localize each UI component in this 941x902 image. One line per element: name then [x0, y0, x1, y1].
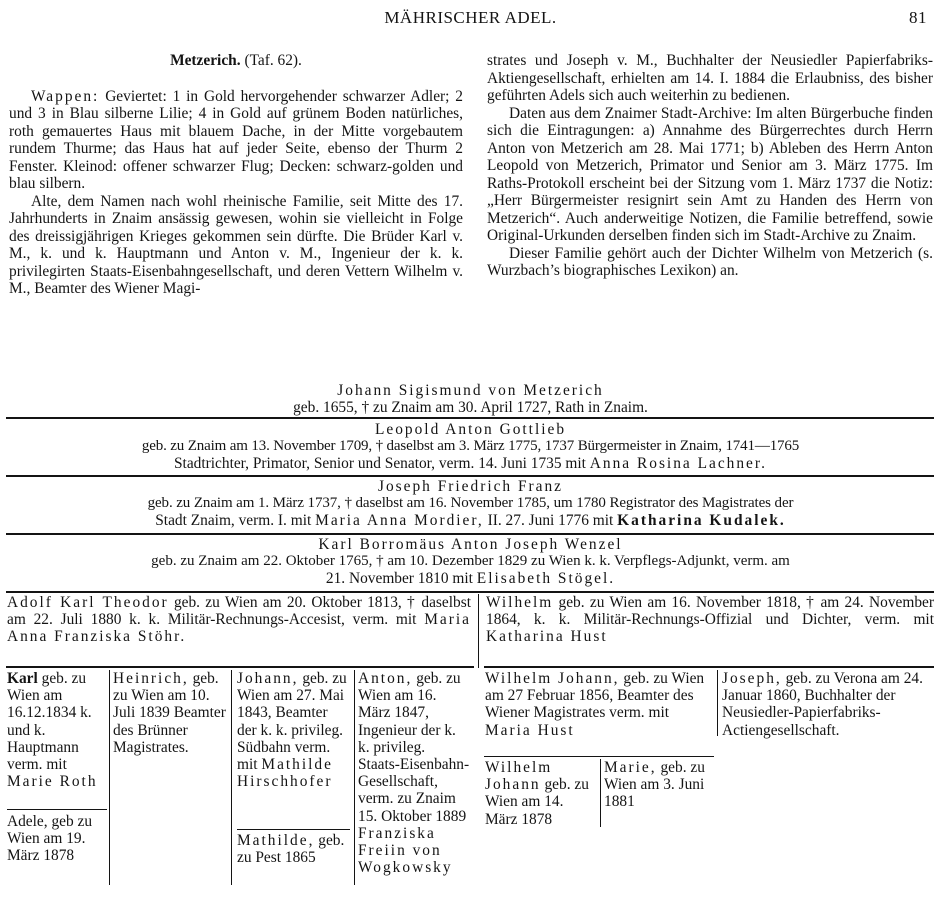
karl-spouse: Marie Roth	[7, 773, 98, 791]
gen1-block	[0, 382, 941, 416]
gen7-marie: Marie, geb. zu Wien am 3. Juni 1881	[604, 759, 705, 811]
karl-rule	[7, 809, 107, 810]
wilhelm-johann-jr-name: Wilhelm Johann	[485, 759, 553, 794]
gen3-rule	[6, 533, 934, 535]
joseph-name: Joseph,	[722, 670, 782, 687]
gen1-rule	[6, 417, 934, 419]
karl-name: Karl	[7, 670, 38, 687]
archive-paragraph: Daten aus dem Znaimer Stadt-Archive: Im alten Bürgerbuche finden sich die Eintragungen: a) Annahme des Bürgerrechtes durch Herrn Anton von Metzerich am 28. Mai 1771; b) Ableben des Herrn Anton Leopold von Metzerich, Primator und Senior am 3. März 1775. Im Raths-Protokoll erscheint bei der Sitzung vom 1. März 1737 die Notiz: „Herr Bürgermeister resignirt sein Amt zu Handen des Herrn von Metzerich“. Auch anderweitige Notizen, die Familie betreffend, sowie Original-Urkunden derselben finden sich im Stadt-Archive zu Znaim.	[487, 104, 933, 244]
page-number: 81	[909, 8, 927, 27]
gen4-line1: geb. zu Znaim am 22. Oktober 1765, † am 10. Dezember 1829 zu Wien k. k. Verpflegs-Adjunkt, verm. am	[151, 553, 790, 569]
gen4-spouse: Elisabeth Stögel.	[476, 570, 616, 587]
gen2-spouse: Anna Rosina Lachner.	[589, 455, 767, 472]
div-johann-anton	[354, 670, 355, 885]
gen5-adolf: Adolf Karl Theodor geb. zu Wien am 20. Oktober 1813, † daselbst am 22. Juli 1880 k. k. Militär-Rechnungs-Accesist, verm. mit Maria Anna Franziska Stöhr.	[7, 594, 471, 646]
poet-paragraph: Dieser Familie gehört auch der Dichter Wilhelm von Metzerich (s. Wurzbach’s biographisches Lexikon) an.	[487, 244, 933, 279]
johann-spouse: Mathilde Hirschhofer	[237, 756, 333, 791]
gen3-spouse2: Katharina Kudalek.	[617, 512, 786, 529]
gen3-line2: Stadt Znaim, verm. I. mit Maria Anna Mordier, II. 27. Juni 1776 mit Katharina Kudalek.	[155, 512, 786, 529]
mathilde-name: Mathilde,	[237, 832, 315, 849]
div-heinrich-johann	[231, 670, 232, 885]
gen2-line1: geb. zu Znaim am 13. November 1709, † daselbst am 3. März 1775, 1737 Bürgermeister in Znaim, 1741—1765	[141, 438, 800, 454]
gen5-wilhelm: Wilhelm geb. zu Wien am 16. November 1818, † am 24. November 1864, k. k. Militär-Rechnungs-Offizial und Dichter, verm. mit Katharina Hust	[486, 594, 934, 646]
gen3-block	[0, 478, 941, 529]
gen1-name: Johann Sigismund von Metzerich	[337, 382, 604, 399]
anton-name: Anton,	[358, 670, 413, 687]
gen7-mathilde: Mathilde, geb. zu Pest 1865	[237, 832, 345, 867]
adolf-spouse: Maria Anna Franziska Stöhr.	[7, 611, 471, 646]
johann-rule	[237, 829, 350, 830]
gen2-name: Leopold Anton Gottlieb	[374, 421, 567, 438]
gen3-name: Joseph Friedrich Franz	[377, 478, 564, 495]
gen6-heinrich: Heinrich, geb. zu Wien am 10. Juli 1839 Beamter des Brünner Magistrates.	[113, 670, 226, 756]
continuation-paragraph: strates und Joseph v. M., Buchhalter der Neusiedler Papierfabriks-Aktiengesellschaft, erhielten am 14. I. 1884 die Erlaubniss, des bisher geführten Adels sich auch weiterhin zu bedienen.	[487, 52, 933, 104]
gen6-joseph: Joseph, geb. zu Verona am 24. Januar 1860, Buchhalter der Neusiedler-Papierfabriks-Actiengesellschaft.	[722, 670, 923, 739]
gen7-wilhelm-johann: Wilhelm Johann geb. zu Wien am 14. März 1878	[485, 759, 589, 828]
div-karl-heinrich	[109, 670, 110, 885]
right-column	[487, 52, 933, 280]
gen2-line2: Stadtrichter, Primator, Senior und Senator, verm. 14. Juni 1735 mit Anna Rosina Lachner.	[174, 455, 767, 472]
gen6-johann: Johann, geb. zu Wien am 27. Mai 1843, Beamter der k. k. privileg. Südbahn verm. mit Mathilde Hirschhofer	[237, 670, 347, 791]
gen7-adele: Adele, geb zu Wien am 19. März 1878	[7, 813, 93, 865]
gen2-block	[0, 421, 941, 472]
gen5-divider	[478, 594, 479, 668]
entry-ref: (Taf. 62).	[244, 52, 302, 69]
gen4-line2: 21. November 1810 mit Elisabeth Stögel.	[325, 570, 616, 587]
wappen-text: Geviertet: 1 in Gold hervorgehender schwarzer Adler; 2 und 3 in Blau silberne Lilie; 4 in Gold auf grünem Boden natürliches, roth gemauertes Haus mit blauem Dache, in der Mitte vorgebautem rundem Thurme; das Haus hat auf jeder Seite, ebenso der Thurm 2 Fenster. Kleinod: offener schwarzer Flug; Decken: schwarz-golden und blau silbern.	[9, 87, 463, 192]
gen6-karl: Karl geb. zu Wien am 16.12.1834 k. und k. Hauptmann verm. mit Marie Roth	[7, 670, 98, 791]
adele-name: Adele,	[7, 813, 48, 830]
gen2-rule	[6, 475, 934, 477]
entry-heading	[9, 52, 463, 70]
wilhelm-name: Wilhelm	[486, 594, 554, 611]
wilhelm-spouse: Katharina Hust	[486, 628, 608, 646]
wilhelm-johann-rule	[484, 756, 714, 757]
wilhelm-johann-name: Wilhelm Johann,	[485, 670, 620, 687]
wilhelm-johann-spouse: Maria Hust	[485, 721, 575, 739]
div-wjjr-marie	[600, 759, 601, 827]
marie-name: Marie,	[604, 759, 657, 776]
gen1-text: geb. 1655, † zu Znaim am 30. April 1727, Rath in Znaim.	[293, 399, 648, 416]
gen6-anton: Anton, geb. zu Wien am 16. März 1847, Ingenieur der k. k. privileg. Staats-Eisenbahn-Gesellschaft, verm. zu Znaim 15. Oktober 1889 Franziska Freiin von Wogkowsky	[358, 670, 470, 877]
heinrich-name: Heinrich,	[113, 670, 189, 687]
wappen-paragraph	[9, 88, 463, 193]
gen3-line1: geb. zu Znaim am 1. März 1737, † daselbst am 16. November 1785, um 1780 Registrator des Magistrates der	[147, 495, 794, 511]
div-wj-joseph	[717, 670, 718, 736]
johann-name: Johann,	[237, 670, 299, 687]
gen4-block	[0, 536, 941, 587]
running-title-text: MÄHRISCHER ADEL.	[384, 8, 557, 27]
running-title	[0, 8, 941, 28]
gen6-wilhelm-johann: Wilhelm Johann, geb. zu Wien am 27 Februar 1856, Beamter des Wiener Magistrates verm. mit Maria Hust	[485, 670, 705, 739]
gen5-right-rule	[484, 666, 934, 668]
gen5-left-rule	[6, 666, 474, 668]
entry-name: Metzerich.	[170, 52, 241, 69]
history-paragraph: Alte, dem Namen nach wohl rheinische Familie, seit Mitte des 17. Jahrhunderts in Znaim ansässig gewesen, wohin sie vielleicht in Folge des dreissigjährigen Krieges gekommen sein dürfte. Die Brüder Karl v. M., k. und k. Hauptmann und Anton v. M., Ingenieur der k. k. privilegirten Staats-Eisenbahngesellschaft, und deren Vettern Wilhelm v. M., Beamter des Wiener Magi-	[9, 192, 463, 297]
gen3-spouse1: Maria Anna Mordier,	[315, 512, 484, 529]
gen4-rule	[6, 591, 934, 593]
adolf-name: Adolf Karl Theodor	[7, 594, 169, 611]
gen4-name: Karl Borromäus Anton Joseph Wenzel	[318, 536, 623, 553]
left-column	[9, 52, 463, 298]
wappen-lead: Wappen:	[31, 87, 100, 105]
anton-spouse: Franziska Freiin von Wogkowsky	[358, 824, 453, 877]
